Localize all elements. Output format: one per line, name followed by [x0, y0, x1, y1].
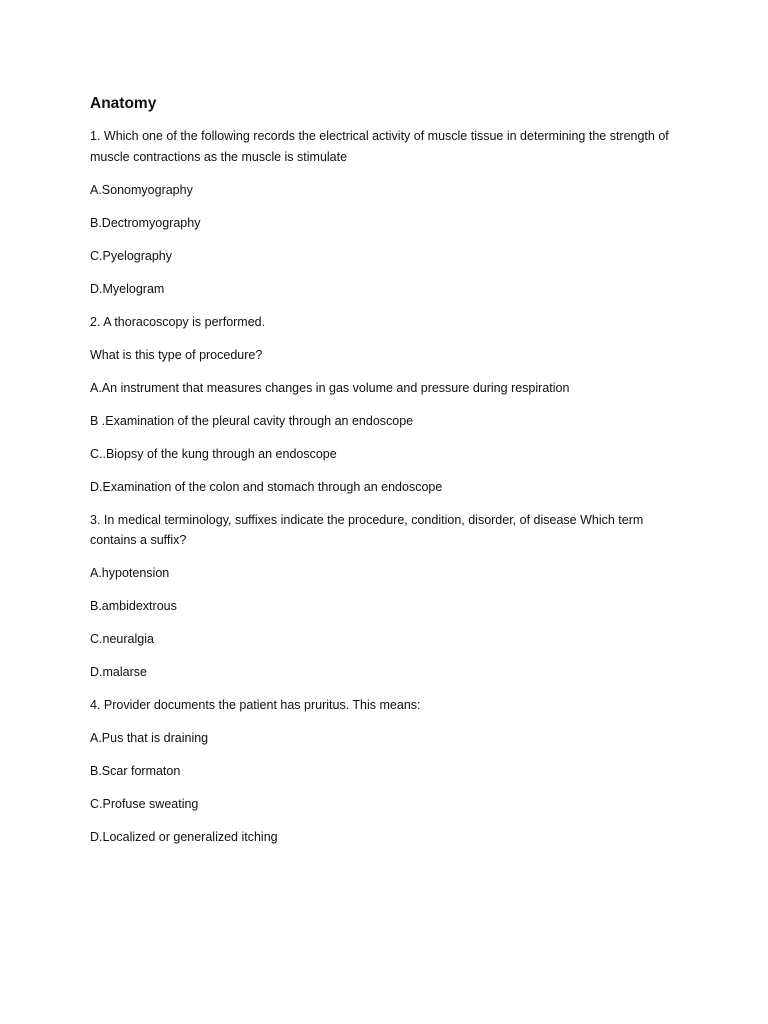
question-3-option-a: A.hypotension: [90, 566, 170, 580]
question-3-option-d: D.malarse: [90, 665, 147, 679]
question-1-prompt: 1. Which one of the following records the electrical activity of muscle tissue in determining the strength of muscle contractions as the muscle is stimulate: [90, 129, 669, 164]
document-title: Anatomy: [90, 95, 157, 112]
question-4-option-d: D.Localized or generalized itching: [90, 830, 278, 844]
question-1-option-c: C.Pyelography: [90, 248, 172, 263]
question-1-option-d: D.Myelogram: [90, 281, 165, 296]
question-3-option-c: C.neuralgia: [90, 632, 154, 646]
question-1-option-a: A.Sonomyography: [90, 182, 193, 197]
question-3-prompt: 3. In medical terminology, suffixes indicate the procedure, condition, disorder, of disease Which term contains a suffix?: [90, 512, 644, 547]
question-2-followup: What is this type of procedure?: [90, 347, 263, 362]
question-4-prompt: 4. Provider documents the patient has pruritus. This means:: [90, 698, 421, 712]
question-2-option-d: D.Examination of the colon and stomach through an endoscope: [90, 479, 443, 494]
question-2-option-b: B .Examination of the pleural cavity through an endoscope: [90, 413, 414, 428]
question-2-prompt: 2. A thoracoscopy is performed.: [90, 314, 266, 329]
question-1-option-b: B.Dectromyography: [90, 215, 201, 230]
question-2-option-a: A.An instrument that measures changes in gas volume and pressure during respiration: [90, 380, 570, 395]
question-2-option-c: C..Biopsy of the kung through an endoscope: [90, 446, 337, 461]
question-4-option-a: A.Pus that is draining: [90, 731, 209, 745]
question-3-option-b: B.ambidextrous: [90, 599, 177, 613]
question-4-option-b: B.Scar formaton: [90, 764, 181, 778]
document-content: [90, 93, 680, 860]
question-4-option-c: C.Profuse sweating: [90, 797, 199, 811]
